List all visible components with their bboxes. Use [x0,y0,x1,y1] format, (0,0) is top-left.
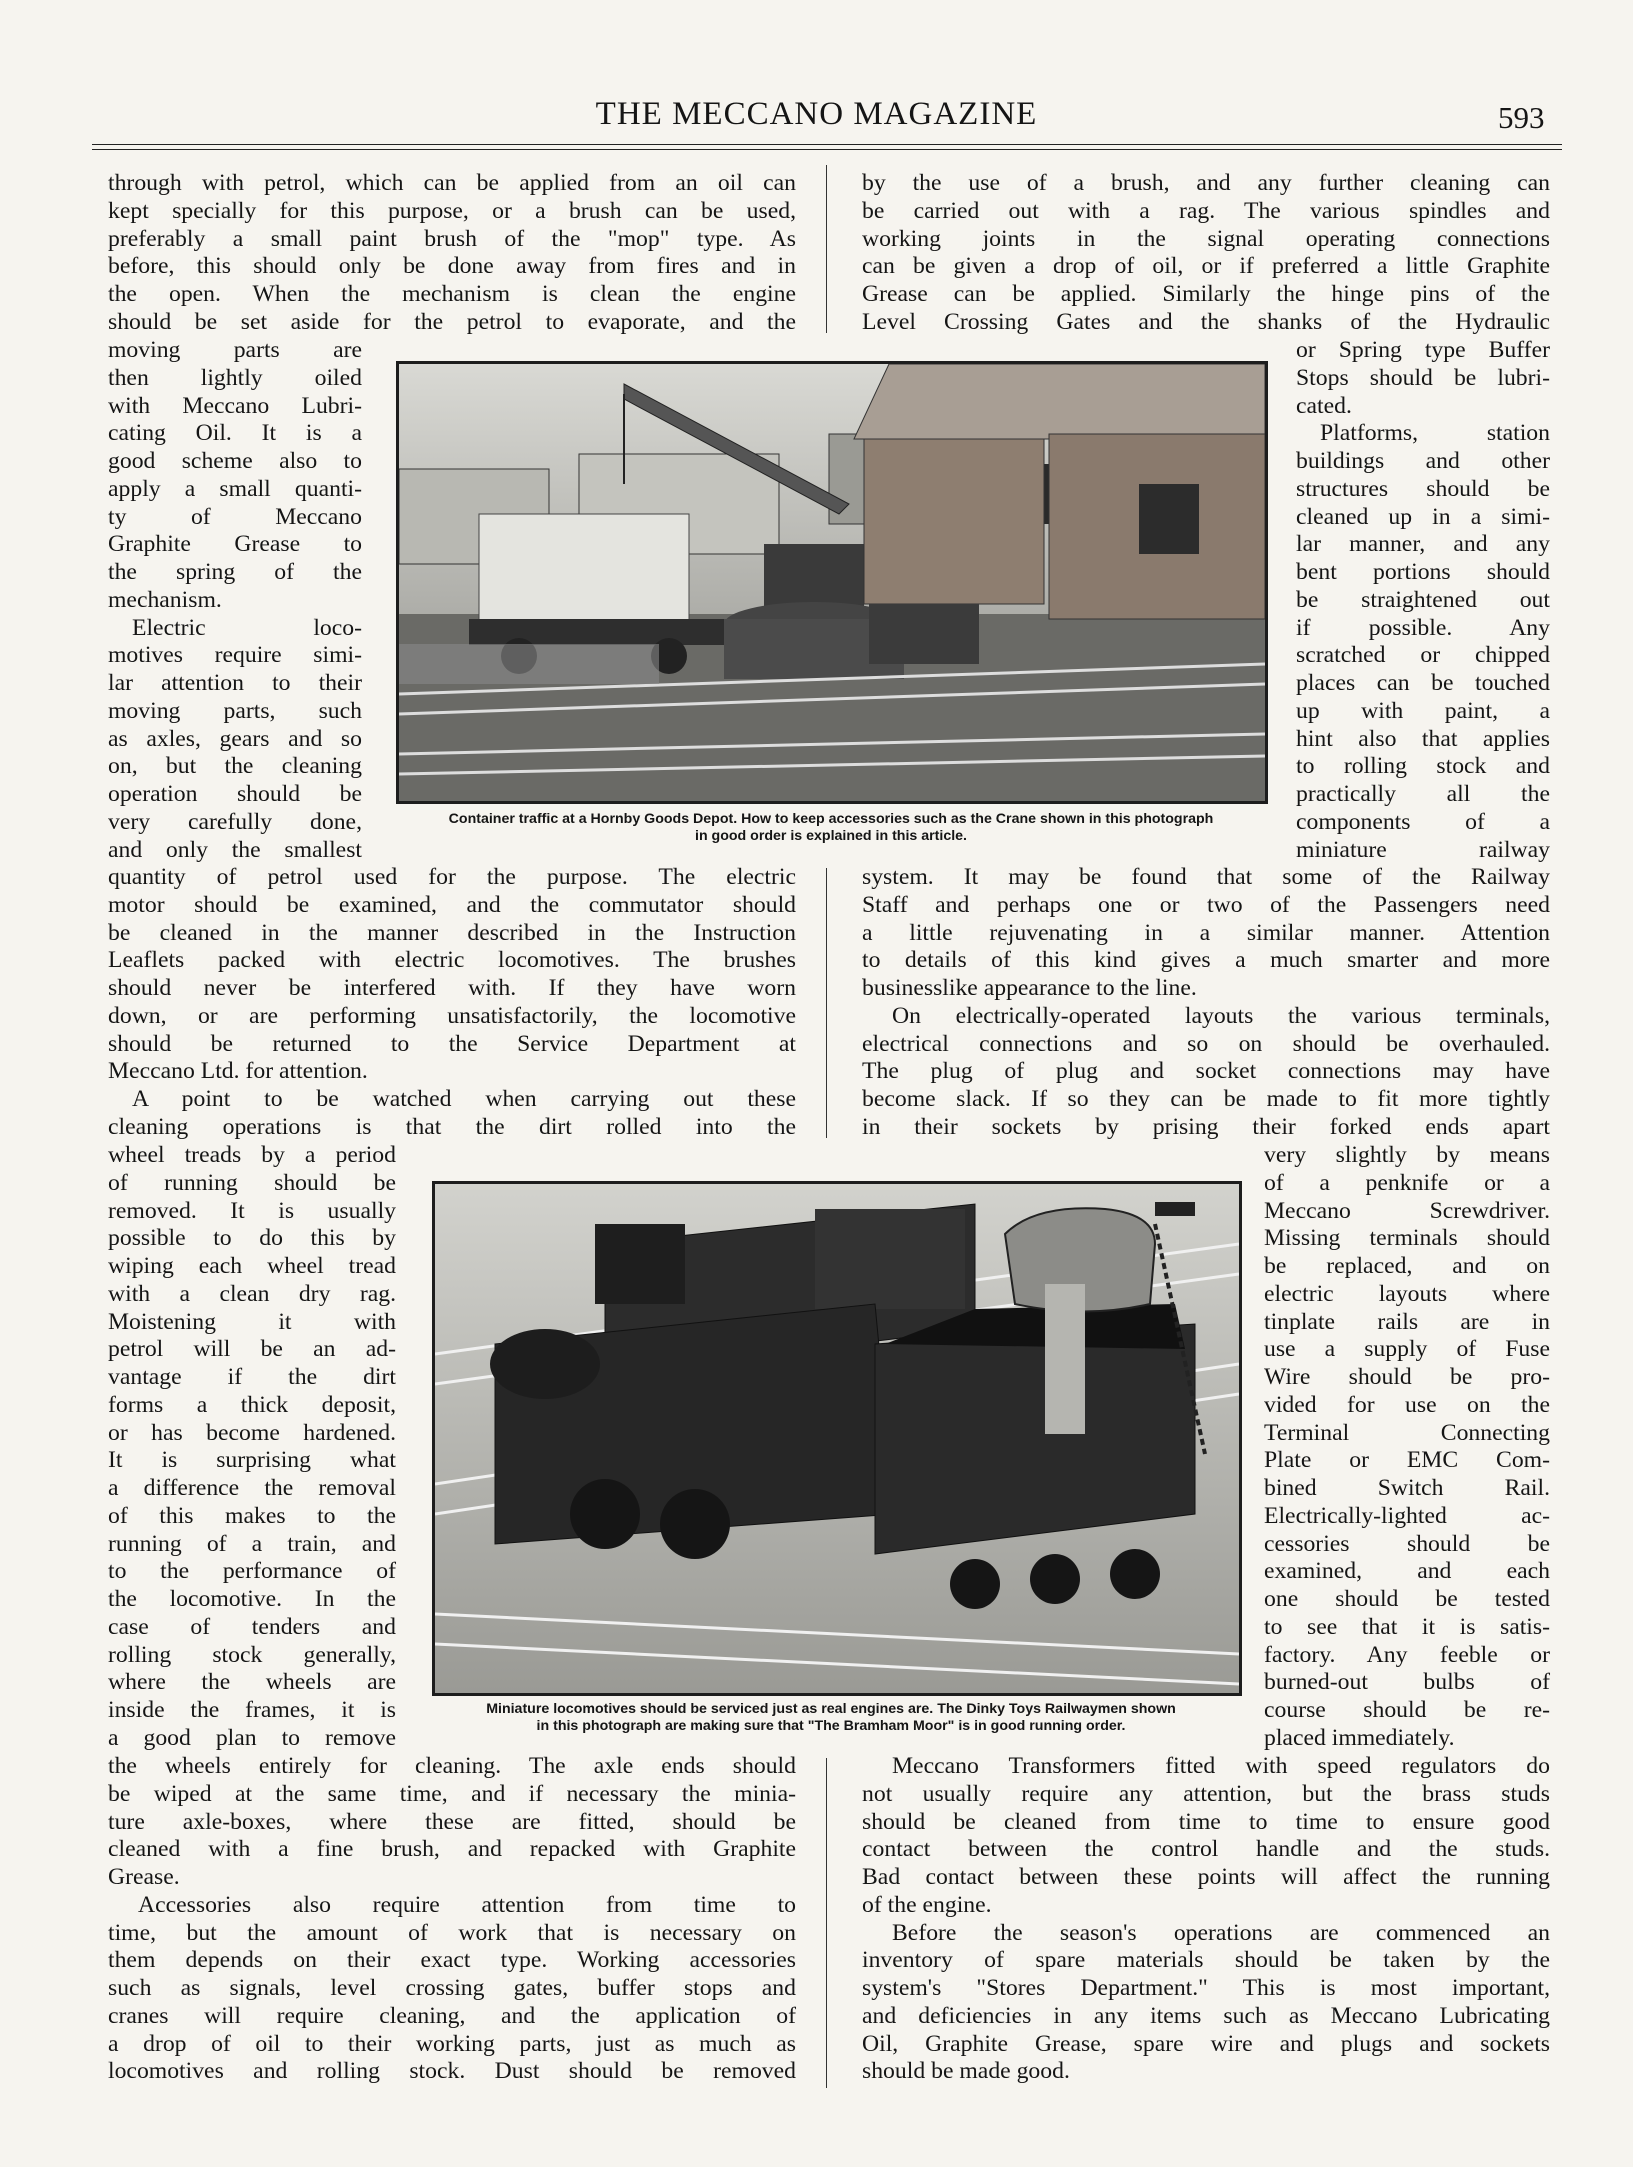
text-line: A point to be watched when carrying out these [132,1086,796,1112]
text-line: Graphite Grease to [108,531,362,558]
text-line: to see that it is satis- [1264,1613,1550,1640]
col-right-wrap-1 [1296,337,1550,864]
text-line: a difference the removal [108,1475,396,1501]
text-line: electric layouts where [1264,1280,1550,1307]
column-divider [826,868,827,1138]
text-line: Accessories also require attention from time to [138,1891,796,1918]
text-line: kept specially for this purpose, or a brush can be used, [108,197,796,224]
text-line: motives require simi- [108,642,362,669]
goods-depot-photo [396,361,1268,804]
text-line: up with paint, a [1296,697,1550,724]
caption-line: in good order is explained in this article. [695,828,967,844]
text-line: of the engine. [862,1891,992,1918]
text-line: ture axle-boxes, where these are fitted, should be [108,1808,796,1835]
text-line: time, but the amount of work that is necessary on [108,1919,796,1946]
text-line: should be made good. [862,2058,1070,2085]
text-line: businesslike appearance to the line. [862,975,1197,1001]
text-line: lar manner, and any [1296,531,1550,558]
text-line: become slack. If so they can be made to fit more tightly [862,1086,1550,1112]
text-line: places can be touched [1296,670,1550,696]
text-line: possible to do this by [108,1225,396,1252]
figure-2-caption [396,1701,1266,1735]
col-left-top [108,170,796,337]
text-line: on, but the cleaning [108,753,362,780]
text-line: Level Crossing Gates and the shanks of the Hydraulic [862,308,1550,335]
column-divider [826,165,827,333]
text-line: them depends on their exact type. Working accessories [108,1947,796,1974]
text-line: moving parts are [108,337,362,363]
text-line: vided for use on the [1264,1391,1550,1418]
text-line: miniature railway [1296,836,1550,863]
text-line: Meccano Transformers fitted with speed regulators do [892,1753,1550,1779]
text-line: if possible. Any [1296,614,1550,641]
text-line: cleaned up in a simi- [1296,503,1550,530]
text-line: On electrically-operated layouts the various terminals, [892,1002,1550,1029]
text-line: Electric loco- [132,614,362,641]
text-line: then lightly oiled [108,364,362,391]
text-line: quantity of petrol used for the purpose. The electric [108,864,796,890]
text-line: as axles, gears and so [108,725,362,752]
text-line: forms a thick deposit, [108,1391,396,1418]
text-line: very carefully done, [108,808,362,835]
text-line: cleaned with a fine brush, and repacked with Graphite [108,1836,796,1863]
text-line: down, or are performing unsatisfactorily, the locomotive [108,1002,796,1029]
text-line: Staff and perhaps one or two of the Passengers need [862,891,1550,918]
text-line: system's "Stores Department." This is most important, [862,1975,1550,2001]
text-line: The plug of plug and socket connections may have [862,1058,1550,1085]
text-line: such as signals, level crossing gates, buffer stops and [108,1975,796,2001]
text-line: the locomotive. In the [108,1586,396,1612]
text-line: cating Oil. It is a [108,420,362,447]
text-line: through with petrol, which can be applied from an oil can [108,170,796,196]
text-line: Plate or EMC Com- [1264,1447,1550,1474]
text-line: running of a train, and [108,1530,396,1557]
text-line: cranes will require cleaning, and the application of [108,2002,796,2029]
col-right-top [862,170,1550,337]
text-line: Platforms, station [1320,420,1550,447]
text-line: electrical connections and so on should be overhauled. [862,1030,1550,1057]
text-line: system. It may be found that some of the Railway [862,864,1550,890]
caption-line: in this photograph are making sure that "The Bramham Moor" is in good running order. [536,1718,1126,1734]
column-divider [826,1758,827,2088]
text-line: petrol will be an ad- [108,1336,396,1363]
text-line: burned-out bulbs of [1264,1669,1550,1696]
text-line: locomotives and rolling stock. Dust should be removed [108,2058,796,2085]
text-line: where the wheels are [108,1669,396,1696]
header-rule-thin [92,149,1562,150]
text-line: lar attention to their [108,670,362,696]
col-left-wrap-2 [108,1142,396,1753]
text-line: the wheels entirely for cleaning. The axle ends should [108,1753,796,1779]
page-title: THE MECCANO MAGAZINE [595,96,1038,132]
text-line: Grease. [108,1864,180,1890]
text-line: the open. When the mechanism is clean the engine [108,281,796,307]
text-line: working joints in the signal operating connections [862,225,1550,252]
text-line: inventory of spare materials should be taken by the [862,1947,1550,1974]
text-line: to rolling stock and [1296,753,1550,780]
locomotives-photo [432,1181,1242,1696]
text-line: mechanism. [108,586,222,613]
text-line: practically all the [1296,781,1550,807]
col-left-mid [108,864,796,1142]
text-line: in their sockets by prising their forked ends apart [862,1113,1550,1140]
text-line: examined, and each [1264,1558,1550,1585]
text-line: motor should be examined, and the commutator should [108,891,796,918]
text-line: with Meccano Lubri- [108,392,362,419]
text-line: be carried out with a rag. The various spindles and [862,197,1550,224]
text-line: buildings and other [1296,448,1550,474]
text-line: components of a [1296,808,1550,835]
text-line: removed. It is usually [108,1197,396,1224]
page-number: 593 [1498,100,1545,135]
text-line: be cleaned in the manner described in the Instruction [108,919,796,946]
col-left-bottom [108,1753,796,2086]
text-line: Leaflets packed with electric locomotives. The brushes [108,947,796,974]
text-line: hint also that applies [1296,725,1550,752]
text-line: wiping each wheel tread [108,1253,396,1279]
text-line: Grease can be applied. Similarly the hinge pins of the [862,281,1550,307]
text-line: tinplate rails are in [1264,1308,1550,1335]
text-line: bined Switch Rail. [1264,1475,1550,1501]
text-line: cated. [1296,392,1352,419]
text-line: Stops should be lubri- [1296,364,1550,391]
text-line: It is surprising what [108,1447,396,1474]
text-line: factory. Any feeble or [1264,1641,1550,1668]
figure-1-caption [396,811,1266,845]
text-line: by the use of a brush, and any further cleaning can [862,170,1550,196]
text-line: Meccano Ltd. for attention. [108,1058,368,1085]
text-line: preferably a small paint brush of the "mop" type. As [108,225,796,252]
text-line: case of tenders and [108,1613,396,1640]
text-line: course should be re- [1264,1697,1550,1723]
text-line: Wire should be pro- [1264,1364,1550,1390]
text-line: should never be interfered with. If they have worn [108,975,796,1001]
text-line: and deficiencies in any items such as Meccano Lubricating [862,2002,1550,2029]
caption-line: Miniature locomotives should be serviced just as real engines are. The Dinky Toys Railwaymen shown [486,1701,1176,1717]
text-line: the spring of the [108,559,362,585]
text-line: vantage if the dirt [108,1364,396,1390]
text-line: and only the smallest [108,836,362,863]
text-line: Moistening it with [108,1308,396,1335]
text-line: Before the season's operations are commenced an [892,1919,1550,1946]
text-line: be wiped at the same time, and if necessary the minia- [108,1780,796,1807]
text-line: one should be tested [1264,1586,1550,1612]
caption-line: Container traffic at a Hornby Goods Depot. How to keep accessories such as the Crane shown in this photograph [448,811,1214,827]
text-line: should be cleaned from time to time to ensure good [862,1808,1550,1835]
text-line: should be set aside for the petrol to evaporate, and the [108,308,796,335]
text-line: inside the frames, it is [108,1697,396,1723]
text-line: not usually require any attention, but the brass studs [862,1780,1550,1807]
text-line: Bad contact between these points will affect the running [862,1864,1550,1890]
text-line: Terminal Connecting [1264,1419,1550,1446]
text-line: can be given a drop of oil, or if preferred a little Graphite [862,253,1550,280]
col-right-wrap-2 [1264,1142,1550,1753]
text-line: Electrically-lighted ac- [1264,1502,1550,1529]
text-line: Oil, Graphite Grease, spare wire and plugs and sockets [862,2030,1550,2057]
text-line: be straightened out [1296,586,1550,613]
text-line: or Spring type Buffer [1296,337,1550,363]
col-right-mid [862,864,1550,1142]
text-line: moving parts, such [108,697,362,724]
text-line: contact between the control handle and the studs. [862,1836,1550,1863]
text-line: a good plan to remove [108,1724,396,1751]
text-line: of this makes to the [108,1502,396,1529]
text-line: use a supply of Fuse [1264,1336,1550,1363]
text-line: or has become hardened. [108,1419,396,1446]
text-line: of running should be [108,1169,396,1196]
text-line: of a penknife or a [1264,1169,1550,1196]
text-line: scratched or chipped [1296,642,1550,669]
text-line: to the performance of [108,1558,396,1585]
col-right-bottom [862,1753,1550,2086]
text-line: good scheme also to [108,448,362,474]
text-line: ty of Meccano [108,503,362,530]
text-line: a little rejuvenating in a similar manner. Attention [862,919,1550,946]
text-line: bent portions should [1296,559,1550,585]
text-line: very slightly by means [1264,1142,1550,1168]
text-line: cessories should be [1264,1530,1550,1557]
text-line: to details of this kind gives a much smarter and more [862,947,1550,974]
text-line: be replaced, and on [1264,1253,1550,1279]
text-line: wheel treads by a period [108,1142,396,1168]
text-line: a drop of oil to their working parts, just as much as [108,2030,796,2057]
text-line: with a clean dry rag. [108,1280,396,1307]
text-line: cleaning operations is that the dirt rolled into the [108,1113,796,1140]
text-line: structures should be [1296,475,1550,502]
col-left-wrap-1 [108,337,362,864]
text-line: should be returned to the Service Department at [108,1030,796,1057]
text-line: Meccano Screwdriver. [1264,1197,1550,1224]
text-line: placed immediately. [1264,1724,1455,1751]
header-rule [92,144,1562,145]
text-line: apply a small quanti- [108,475,362,502]
text-line: before, this should only be done away from fires and in [108,253,796,280]
text-line: Missing terminals should [1264,1225,1550,1252]
text-line: rolling stock generally, [108,1641,396,1668]
text-line: operation should be [108,781,362,807]
